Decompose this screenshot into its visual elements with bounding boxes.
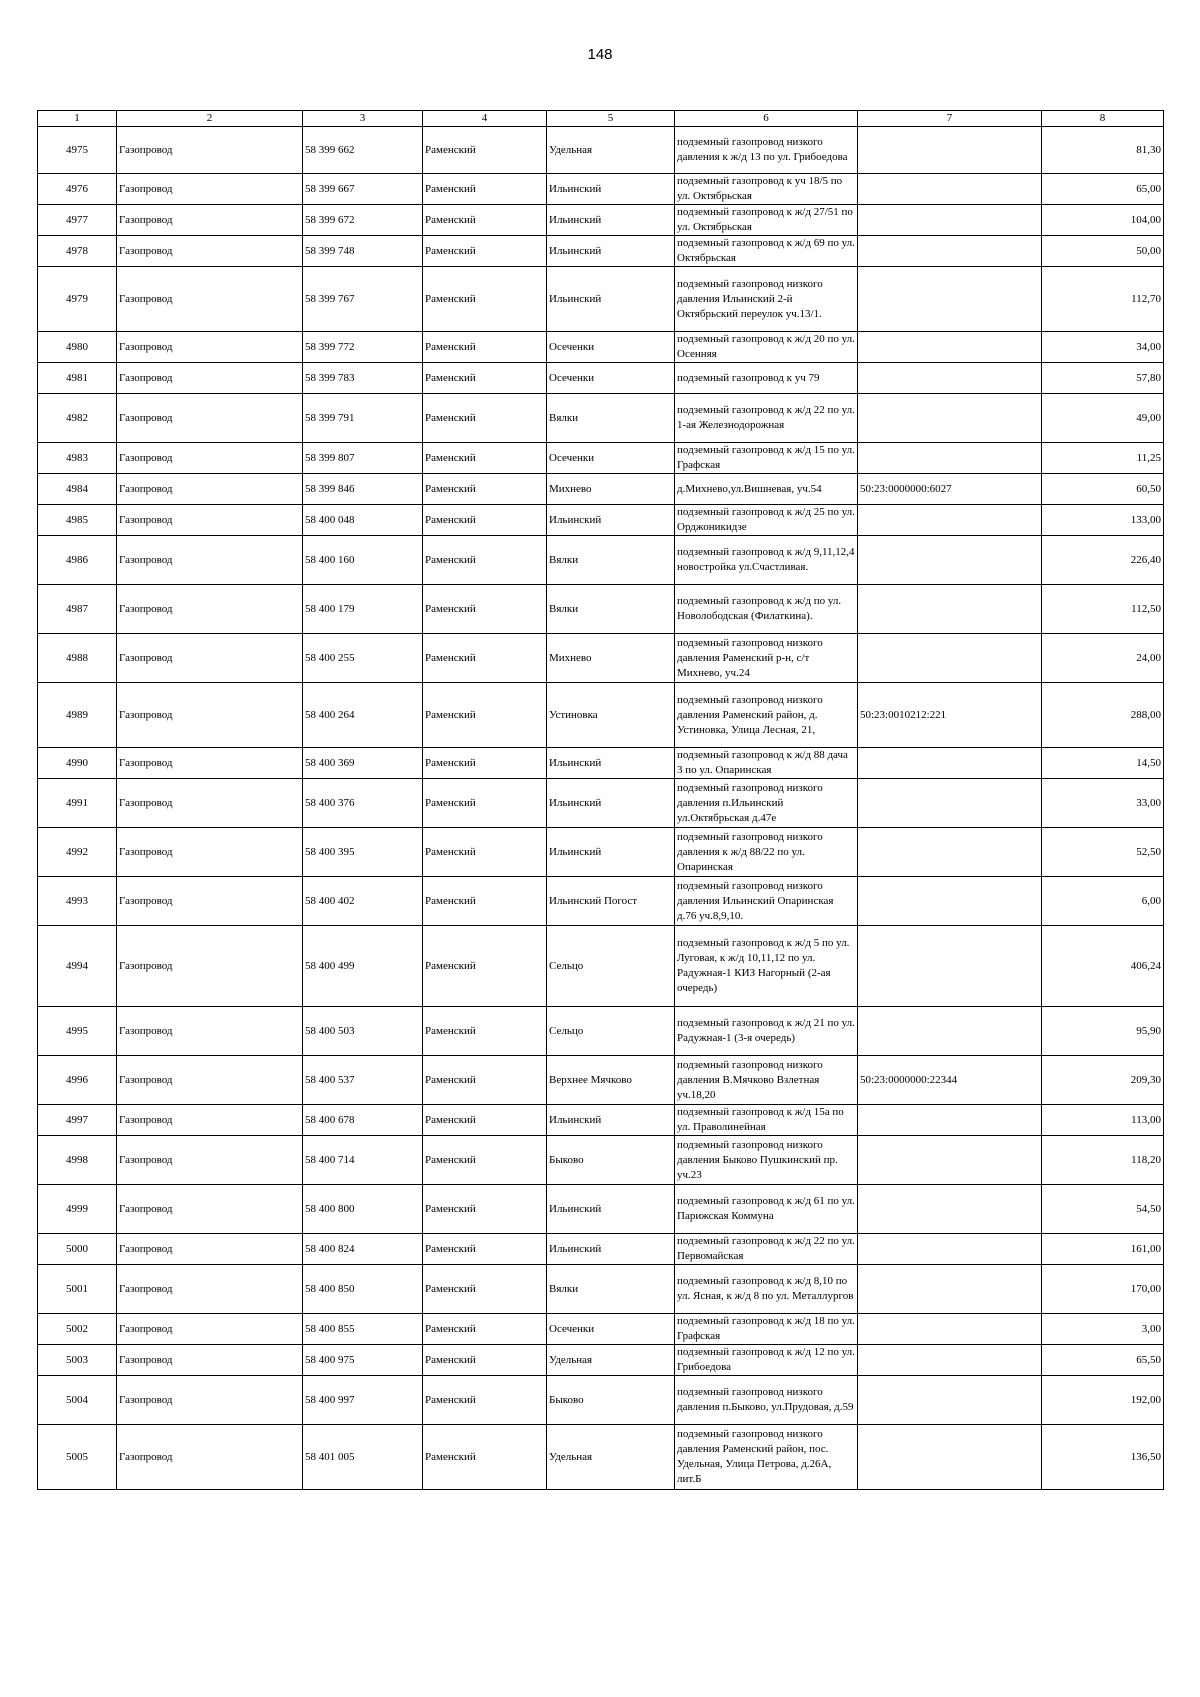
inventory-code: 58 400 499	[303, 926, 423, 1007]
object-type: Газопровод	[117, 828, 303, 877]
row-number: 4980	[38, 332, 117, 363]
row-number: 5003	[38, 1345, 117, 1376]
length-value: 192,00	[1042, 1376, 1164, 1425]
row-number: 4981	[38, 363, 117, 394]
inventory-code: 58 400 997	[303, 1376, 423, 1425]
object-type: Газопровод	[117, 1007, 303, 1056]
object-type: Газопровод	[117, 1105, 303, 1136]
district: Раменский	[423, 267, 547, 332]
inventory-code: 58 400 255	[303, 634, 423, 683]
cadastral-number	[858, 267, 1042, 332]
description: подземный газопровод к ж/д 5 по ул. Луговая, к ж/д 10,11,12 по ул. Радужная-1 КИЗ Нагорный (2-ая очередь)	[675, 926, 858, 1007]
inventory-code: 58 399 767	[303, 267, 423, 332]
length-value: 209,30	[1042, 1056, 1164, 1105]
cadastral-number	[858, 1185, 1042, 1234]
length-value: 95,90	[1042, 1007, 1164, 1056]
locality: Вялки	[547, 585, 675, 634]
district: Раменский	[423, 205, 547, 236]
inventory-code: 58 399 772	[303, 332, 423, 363]
object-type: Газопровод	[117, 174, 303, 205]
length-value: 54,50	[1042, 1185, 1164, 1234]
table-row	[38, 1185, 1164, 1234]
description: подземный газопровод к ж/д 25 по ул. Орджоникидзе	[675, 505, 858, 536]
inventory-code: 58 400 179	[303, 585, 423, 634]
cadastral-number	[858, 363, 1042, 394]
col-number-3: 3	[303, 111, 423, 127]
length-value: 288,00	[1042, 683, 1164, 748]
locality: Сельцо	[547, 926, 675, 1007]
cadastral-number	[858, 505, 1042, 536]
inventory-code: 58 399 846	[303, 474, 423, 505]
object-type: Газопровод	[117, 474, 303, 505]
description: подземный газопровод низкого давления Быково Пушкинский пр. уч.23	[675, 1136, 858, 1185]
locality: Ильинский	[547, 748, 675, 779]
cadastral-number	[858, 585, 1042, 634]
inventory-code: 58 399 662	[303, 127, 423, 174]
district: Раменский	[423, 634, 547, 683]
object-type: Газопровод	[117, 1056, 303, 1105]
cadastral-number	[858, 394, 1042, 443]
length-value: 14,50	[1042, 748, 1164, 779]
row-number: 5004	[38, 1376, 117, 1425]
table-row	[38, 1056, 1164, 1105]
description: подземный газопровод к ж/д 15 по ул. Графская	[675, 443, 858, 474]
table-row	[38, 332, 1164, 363]
object-type: Газопровод	[117, 205, 303, 236]
table-row	[38, 205, 1164, 236]
district: Раменский	[423, 779, 547, 828]
inventory-code: 58 400 714	[303, 1136, 423, 1185]
locality: Осеченки	[547, 332, 675, 363]
inventory-code: 58 400 855	[303, 1314, 423, 1345]
length-value: 52,50	[1042, 828, 1164, 877]
description: подземный газопровод к ж/д 15а по ул. Праволинейная	[675, 1105, 858, 1136]
cadastral-number	[858, 332, 1042, 363]
object-type: Газопровод	[117, 1425, 303, 1490]
table-row	[38, 1265, 1164, 1314]
district: Раменский	[423, 1345, 547, 1376]
table-row	[38, 683, 1164, 748]
table-row	[38, 1007, 1164, 1056]
description: подземный газопровод к ж/д 69 по ул. Октябрьская	[675, 236, 858, 267]
inventory-code: 58 400 264	[303, 683, 423, 748]
object-type: Газопровод	[117, 236, 303, 267]
locality: Осеченки	[547, 363, 675, 394]
description: подземный газопровод к ж/д 88 дача 3 по ул. Опаринская	[675, 748, 858, 779]
district: Раменский	[423, 443, 547, 474]
length-value: 57,80	[1042, 363, 1164, 394]
object-type: Газопровод	[117, 585, 303, 634]
district: Раменский	[423, 828, 547, 877]
district: Раменский	[423, 332, 547, 363]
locality: Устиновка	[547, 683, 675, 748]
cadastral-number	[858, 236, 1042, 267]
object-type: Газопровод	[117, 1314, 303, 1345]
description: подземный газопровод низкого давления к ж/д 88/22 по ул. Опаринская	[675, 828, 858, 877]
table-row	[38, 127, 1164, 174]
description: подземный газопровод низкого давления Ильинский 2-й Октябрьский переулок уч.13/1.	[675, 267, 858, 332]
length-value: 50,00	[1042, 236, 1164, 267]
inventory-code: 58 399 667	[303, 174, 423, 205]
row-number: 4994	[38, 926, 117, 1007]
row-number: 4985	[38, 505, 117, 536]
description: подземный газопровод к уч 79	[675, 363, 858, 394]
inventory-code: 58 399 748	[303, 236, 423, 267]
district: Раменский	[423, 127, 547, 174]
inventory-code: 58 400 850	[303, 1265, 423, 1314]
object-type: Газопровод	[117, 363, 303, 394]
row-number: 4982	[38, 394, 117, 443]
inventory-code: 58 400 800	[303, 1185, 423, 1234]
cadastral-number	[858, 779, 1042, 828]
col-number-8: 8	[1042, 111, 1164, 127]
inventory-code: 58 400 975	[303, 1345, 423, 1376]
locality: Ильинский	[547, 828, 675, 877]
registry-table	[37, 110, 1164, 1490]
locality: Ильинский	[547, 1234, 675, 1265]
locality: Осеченки	[547, 1314, 675, 1345]
cadastral-number: 50:23:0000000:22344	[858, 1056, 1042, 1105]
locality: Ильинский	[547, 779, 675, 828]
table-row	[38, 1314, 1164, 1345]
description: подземный газопровод к ж/д 9,11,12,4 новостройка ул.Счастливая.	[675, 536, 858, 585]
table-row	[38, 267, 1164, 332]
length-value: 118,20	[1042, 1136, 1164, 1185]
locality: Ильинский	[547, 505, 675, 536]
description: подземный газопровод к уч 18/5 по ул. Октябрьская	[675, 174, 858, 205]
description: подземный газопровод к ж/д 12 по ул. Грибоедова	[675, 1345, 858, 1376]
column-number-row	[38, 111, 1164, 127]
table-row	[38, 536, 1164, 585]
length-value: 33,00	[1042, 779, 1164, 828]
object-type: Газопровод	[117, 505, 303, 536]
description: подземный газопровод к ж/д 22 по ул. Первомайская	[675, 1234, 858, 1265]
row-number: 4975	[38, 127, 117, 174]
row-number: 4987	[38, 585, 117, 634]
length-value: 11,25	[1042, 443, 1164, 474]
row-number: 4988	[38, 634, 117, 683]
object-type: Газопровод	[117, 926, 303, 1007]
length-value: 49,00	[1042, 394, 1164, 443]
description: подземный газопровод низкого давления Ильинский Опаринская д.76 уч.8,9,10.	[675, 877, 858, 926]
row-number: 4986	[38, 536, 117, 585]
district: Раменский	[423, 236, 547, 267]
table-row	[38, 1136, 1164, 1185]
table-row	[38, 394, 1164, 443]
inventory-code: 58 400 537	[303, 1056, 423, 1105]
inventory-code: 58 400 503	[303, 1007, 423, 1056]
district: Раменский	[423, 683, 547, 748]
inventory-code: 58 400 048	[303, 505, 423, 536]
table-row	[38, 585, 1164, 634]
description: подземный газопровод к ж/д 8,10 по ул. Ясная, к ж/д 8 по ул. Металлургов	[675, 1265, 858, 1314]
table-row	[38, 174, 1164, 205]
locality: Удельная	[547, 1425, 675, 1490]
description: подземный газопровод низкого давления Раменский р-н, с/т Михнево, уч.24	[675, 634, 858, 683]
inventory-code: 58 399 807	[303, 443, 423, 474]
locality: Удельная	[547, 127, 675, 174]
district: Раменский	[423, 1265, 547, 1314]
description: подземный газопровод к ж/д 22 по ул. 1-ая Железнодорожная	[675, 394, 858, 443]
length-value: 60,50	[1042, 474, 1164, 505]
row-number: 5000	[38, 1234, 117, 1265]
row-number: 4978	[38, 236, 117, 267]
locality: Ильинский	[547, 174, 675, 205]
table-row	[38, 779, 1164, 828]
description: подземный газопровод низкого давления п.Ильинский ул.Октябрьская д.47е	[675, 779, 858, 828]
row-number: 4991	[38, 779, 117, 828]
inventory-code: 58 399 672	[303, 205, 423, 236]
locality: Ильинский	[547, 1185, 675, 1234]
table-row	[38, 1425, 1164, 1490]
object-type: Газопровод	[117, 127, 303, 174]
cadastral-number: 50:23:0010212:221	[858, 683, 1042, 748]
district: Раменский	[423, 1314, 547, 1345]
locality: Осеченки	[547, 443, 675, 474]
row-number: 5005	[38, 1425, 117, 1490]
row-number: 5002	[38, 1314, 117, 1345]
locality: Ильинский	[547, 267, 675, 332]
inventory-code: 58 399 783	[303, 363, 423, 394]
object-type: Газопровод	[117, 779, 303, 828]
length-value: 24,00	[1042, 634, 1164, 683]
cadastral-number: 50:23:0000000:6027	[858, 474, 1042, 505]
table-row	[38, 474, 1164, 505]
length-value: 34,00	[1042, 332, 1164, 363]
table-row	[38, 1376, 1164, 1425]
locality: Вялки	[547, 1265, 675, 1314]
district: Раменский	[423, 926, 547, 1007]
row-number: 4993	[38, 877, 117, 926]
cadastral-number	[858, 443, 1042, 474]
district: Раменский	[423, 394, 547, 443]
cadastral-number	[858, 127, 1042, 174]
row-number: 4989	[38, 683, 117, 748]
inventory-code: 58 400 402	[303, 877, 423, 926]
locality: Сельцо	[547, 1007, 675, 1056]
col-number-2: 2	[117, 111, 303, 127]
object-type: Газопровод	[117, 1345, 303, 1376]
object-type: Газопровод	[117, 1185, 303, 1234]
cadastral-number	[858, 1425, 1042, 1490]
row-number: 4990	[38, 748, 117, 779]
length-value: 3,00	[1042, 1314, 1164, 1345]
table-row	[38, 926, 1164, 1007]
col-number-4: 4	[423, 111, 547, 127]
description: подземный газопровод низкого давления Раменский район, пос. Удельная, Улица Петрова, д.26А, лит.Б	[675, 1425, 858, 1490]
description: подземный газопровод низкого давления п.Быково, ул.Прудовая, д.59	[675, 1376, 858, 1425]
table-row	[38, 443, 1164, 474]
table-row	[38, 236, 1164, 267]
district: Раменский	[423, 1376, 547, 1425]
description: подземный газопровод низкого давления к ж/д 13 по ул. Грибоедова	[675, 127, 858, 174]
inventory-code: 58 400 824	[303, 1234, 423, 1265]
inventory-code: 58 401 005	[303, 1425, 423, 1490]
cadastral-number	[858, 828, 1042, 877]
row-number: 4998	[38, 1136, 117, 1185]
object-type: Газопровод	[117, 1376, 303, 1425]
length-value: 65,50	[1042, 1345, 1164, 1376]
description: подземный газопровод к ж/д 18 по ул. Графская	[675, 1314, 858, 1345]
object-type: Газопровод	[117, 683, 303, 748]
description: подземный газопровод к ж/д 27/51 по ул. Октябрьская	[675, 205, 858, 236]
district: Раменский	[423, 1056, 547, 1105]
description: подземный газопровод низкого давления Раменский район, д. Устиновка, Улица Лесная, 21,	[675, 683, 858, 748]
locality: Быково	[547, 1376, 675, 1425]
row-number: 4996	[38, 1056, 117, 1105]
object-type: Газопровод	[117, 748, 303, 779]
district: Раменский	[423, 1234, 547, 1265]
length-value: 81,30	[1042, 127, 1164, 174]
row-number: 4997	[38, 1105, 117, 1136]
table-row	[38, 828, 1164, 877]
row-number: 4977	[38, 205, 117, 236]
length-value: 6,00	[1042, 877, 1164, 926]
table-row	[38, 363, 1164, 394]
district: Раменский	[423, 1185, 547, 1234]
locality: Вялки	[547, 394, 675, 443]
row-number: 4983	[38, 443, 117, 474]
locality: Верхнее Мячково	[547, 1056, 675, 1105]
cadastral-number	[858, 1234, 1042, 1265]
district: Раменский	[423, 1136, 547, 1185]
row-number: 4995	[38, 1007, 117, 1056]
locality: Быково	[547, 1136, 675, 1185]
col-number-1: 1	[38, 111, 117, 127]
description: подземный газопровод к ж/д по ул. Новолободская (Филаткина).	[675, 585, 858, 634]
cadastral-number	[858, 174, 1042, 205]
locality: Ильинский Погост	[547, 877, 675, 926]
district: Раменский	[423, 748, 547, 779]
row-number: 4984	[38, 474, 117, 505]
locality: Ильинский	[547, 1105, 675, 1136]
district: Раменский	[423, 1105, 547, 1136]
row-number: 5001	[38, 1265, 117, 1314]
inventory-code: 58 399 791	[303, 394, 423, 443]
length-value: 226,40	[1042, 536, 1164, 585]
table-row	[38, 1345, 1164, 1376]
object-type: Газопровод	[117, 536, 303, 585]
table-row	[38, 748, 1164, 779]
locality: Ильинский	[547, 205, 675, 236]
table-row	[38, 1105, 1164, 1136]
object-type: Газопровод	[117, 394, 303, 443]
object-type: Газопровод	[117, 1136, 303, 1185]
row-number: 4979	[38, 267, 117, 332]
length-value: 136,50	[1042, 1425, 1164, 1490]
description: подземный газопровод к ж/д 20 по ул. Осенняя	[675, 332, 858, 363]
description: подземный газопровод низкого давления В.Мячково Взлетная уч.18,20	[675, 1056, 858, 1105]
inventory-code: 58 400 376	[303, 779, 423, 828]
inventory-code: 58 400 160	[303, 536, 423, 585]
length-value: 161,00	[1042, 1234, 1164, 1265]
table-row	[38, 1234, 1164, 1265]
district: Раменский	[423, 174, 547, 205]
object-type: Газопровод	[117, 877, 303, 926]
locality: Удельная	[547, 1345, 675, 1376]
row-number: 4992	[38, 828, 117, 877]
length-value: 112,50	[1042, 585, 1164, 634]
cadastral-number	[858, 634, 1042, 683]
col-number-7: 7	[858, 111, 1042, 127]
inventory-code: 58 400 678	[303, 1105, 423, 1136]
cadastral-number	[858, 205, 1042, 236]
cadastral-number	[858, 1376, 1042, 1425]
col-number-5: 5	[547, 111, 675, 127]
object-type: Газопровод	[117, 332, 303, 363]
col-number-6: 6	[675, 111, 858, 127]
object-type: Газопровод	[117, 1234, 303, 1265]
locality: Михнево	[547, 634, 675, 683]
length-value: 65,00	[1042, 174, 1164, 205]
cadastral-number	[858, 536, 1042, 585]
district: Раменский	[423, 1007, 547, 1056]
object-type: Газопровод	[117, 267, 303, 332]
cadastral-number	[858, 1314, 1042, 1345]
row-number: 4976	[38, 174, 117, 205]
description: д.Михнево,ул.Вишневая, уч.54	[675, 474, 858, 505]
cadastral-number	[858, 1265, 1042, 1314]
table-row	[38, 505, 1164, 536]
length-value: 406,24	[1042, 926, 1164, 1007]
cadastral-number	[858, 877, 1042, 926]
cadastral-number	[858, 1007, 1042, 1056]
table-row	[38, 634, 1164, 683]
district: Раменский	[423, 585, 547, 634]
description: подземный газопровод к ж/д 21 по ул. Радужная-1 (3-я очередь)	[675, 1007, 858, 1056]
district: Раменский	[423, 363, 547, 394]
locality: Ильинский	[547, 236, 675, 267]
cadastral-number	[858, 748, 1042, 779]
object-type: Газопровод	[117, 1265, 303, 1314]
locality: Вялки	[547, 536, 675, 585]
cadastral-number	[858, 1345, 1042, 1376]
district: Раменский	[423, 505, 547, 536]
district: Раменский	[423, 474, 547, 505]
district: Раменский	[423, 536, 547, 585]
cadastral-number	[858, 1136, 1042, 1185]
district: Раменский	[423, 1425, 547, 1490]
cadastral-number	[858, 926, 1042, 1007]
description: подземный газопровод к ж/д 61 по ул. Парижская Коммуна	[675, 1185, 858, 1234]
length-value: 170,00	[1042, 1265, 1164, 1314]
object-type: Газопровод	[117, 634, 303, 683]
page-number: 148	[587, 46, 613, 63]
row-number: 4999	[38, 1185, 117, 1234]
cadastral-number	[858, 1105, 1042, 1136]
length-value: 112,70	[1042, 267, 1164, 332]
table-row	[38, 877, 1164, 926]
object-type: Газопровод	[117, 443, 303, 474]
length-value: 133,00	[1042, 505, 1164, 536]
length-value: 104,00	[1042, 205, 1164, 236]
inventory-code: 58 400 369	[303, 748, 423, 779]
inventory-code: 58 400 395	[303, 828, 423, 877]
locality: Михнево	[547, 474, 675, 505]
district: Раменский	[423, 877, 547, 926]
length-value: 113,00	[1042, 1105, 1164, 1136]
